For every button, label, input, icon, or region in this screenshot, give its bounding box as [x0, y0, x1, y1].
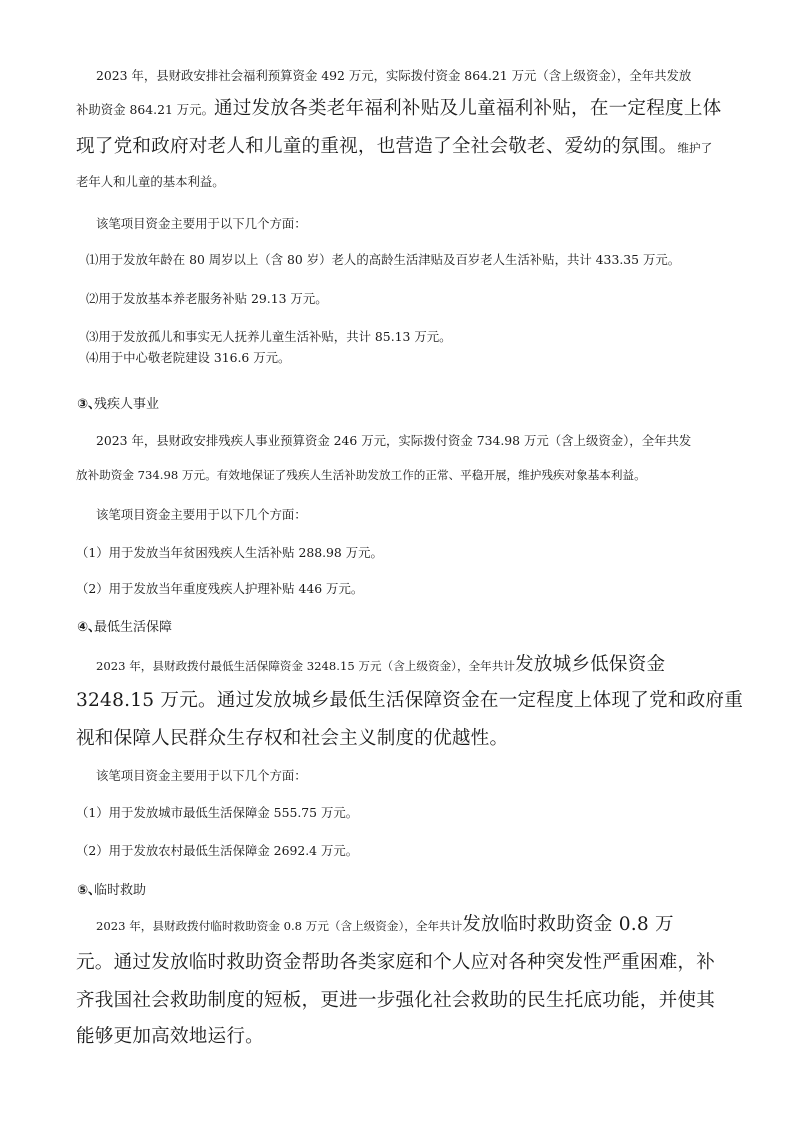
disabled-item-2: （2）用于发放当年重度残疾人护理补贴 446 万元。 — [76, 581, 364, 596]
temporary-paragraph-line-1-large: 发放临时救助资金 0.8 万 — [462, 914, 674, 935]
temporary-paragraph-line-1 — [96, 910, 674, 936]
minimum-paragraph-line-1 — [96, 650, 665, 676]
minimum-item-2: （2）用于发放农村最低生活保障金 2692.4 万元。 — [76, 843, 359, 858]
section-heading-disabled — [77, 393, 159, 412]
temporary-paragraph-line-2: 元。通过发放临时救助资金帮助各类家庭和个人应对各种突发性严重困难，补 — [76, 952, 715, 973]
welfare-paragraph-line-3-large: 现了党和政府对老人和儿童的重视，也营造了全社会敬老、爱幼的氛围。 — [76, 136, 678, 157]
section-title: 临时救助 — [94, 883, 147, 898]
minimum-paragraph-line-1-large: 发放城乡低保资金 — [514, 654, 666, 675]
welfare-paragraph-line-2 — [76, 94, 721, 120]
temporary-paragraph-line-4: 能够更加高效地运行。 — [76, 1026, 264, 1047]
section-title: 最低生活保障 — [94, 620, 173, 635]
welfare-paragraph-line-2-large: 通过发放各类老年福利补贴及儿童福利补贴，在一定程度上体 — [213, 98, 722, 119]
minimum-paragraph-line-3: 视和保障人民群众生存权和社会主义制度的优越性。 — [76, 728, 509, 749]
welfare-item-1: ⑴用于发放年龄在 80 周岁以上（含 80 岁）老人的高龄生活津贴及百岁老人生活补贴，共计 433.35 万元。 — [86, 252, 681, 267]
welfare-paragraph-line-2-small: 补助资金 864.21 万元。 — [76, 102, 214, 117]
disabled-item-1: （1）用于发放当年贫困残疾人生活补贴 288.98 万元。 — [76, 545, 383, 560]
welfare-paragraph-line-3-small: 维护了 — [677, 141, 713, 155]
welfare-paragraph-line-4: 老年人和儿童的基本利益。 — [76, 174, 225, 189]
section-title: 残疾人事业 — [94, 397, 160, 412]
welfare-intro: 该笔项目资金主要用于以下几个方面： — [96, 216, 307, 231]
section-heading-minimum — [77, 616, 172, 635]
welfare-item-2: ⑵用于发放基本养老服务补贴 29.13 万元。 — [86, 291, 328, 306]
welfare-paragraph-line-1: 2023 年，县财政安排社会福利预算资金 492 万元，实际拨付资金 864.21 万元（含上级资金），全年共发放 — [96, 68, 692, 83]
minimum-paragraph-line-2: 3248.15 万元。通过发放城乡最低生活保障资金在一定程度上体现了党和政府重 — [76, 690, 744, 711]
section-number: ⑤、 — [77, 883, 102, 898]
welfare-item-3: ⑶用于发放孤儿和事实无人抚养儿童生活补贴，共计 85.13 万元。 — [86, 329, 452, 344]
disabled-paragraph-line-2: 放补助资金 734.98 万元。有效地保证了残疾人生活补助发放工作的正常、平稳开展，维护残疾对象基本利益。 — [76, 468, 646, 482]
section-number: ③、 — [77, 397, 102, 412]
welfare-paragraph-line-3 — [76, 132, 712, 158]
minimum-intro: 该笔项目资金主要用于以下几个方面： — [96, 768, 307, 783]
minimum-item-1: （1）用于发放城市最低生活保障金 555.75 万元。 — [76, 805, 359, 820]
temporary-paragraph-line-1-small: 2023 年，县财政拨付临时救助资金 0.8 万元（含上级资金），全年共计 — [96, 919, 463, 933]
section-number: ④、 — [77, 620, 102, 635]
section-heading-temporary — [77, 879, 146, 898]
temporary-paragraph-line-3: 齐我国社会救助制度的短板，更进一步强化社会救助的民生托底功能，并使其 — [76, 990, 715, 1011]
welfare-item-4: ⑷用于中心敬老院建设 316.6 万元。 — [86, 350, 291, 365]
minimum-paragraph-line-1-small: 2023 年，县财政拨付最低生活保障资金 3248.15 万元（含上级资金），全年共计 — [96, 659, 515, 673]
disabled-paragraph-line-1: 2023 年，县财政安排残疾人事业预算资金 246 万元，实际拨付资金 734.98 万元（含上级资金），全年共发 — [96, 433, 692, 448]
disabled-intro: 该笔项目资金主要用于以下几个方面： — [96, 507, 307, 522]
